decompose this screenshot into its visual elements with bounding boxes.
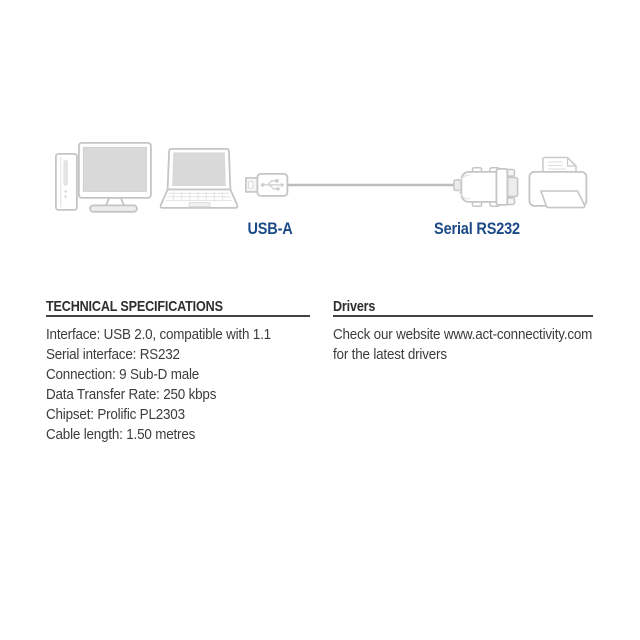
laptop-icon [161, 149, 238, 208]
technical-specifications-section [46, 298, 310, 445]
specs-heading: TECHNICAL SPECIFICATIONS [46, 298, 223, 315]
drivers-line-website: Check our website www.act-connectivity.com [333, 327, 593, 343]
usb-a-connector-icon [246, 174, 288, 196]
spec-line-serial-interface: Serial interface: RS232 [46, 347, 180, 363]
spec-line-chipset: Chipset: Prolific PL2303 [46, 407, 185, 423]
spec-line-data-transfer-rate: Data Transfer Rate: 250 kbps [46, 387, 217, 403]
drivers-text [333, 325, 593, 365]
drivers-heading-rule [333, 298, 593, 317]
connection-diagram [40, 130, 600, 220]
drivers-line-latest: for the latest drivers [333, 347, 447, 363]
usb-a-label: USB-A [247, 220, 293, 238]
specs-list [46, 325, 310, 445]
drivers-heading: Drivers [333, 298, 376, 315]
specs-heading-rule [46, 298, 310, 317]
drivers-section [333, 298, 593, 365]
desktop-pc-icon [56, 143, 151, 212]
spec-line-interface: Interface: USB 2.0, compatible with 1.1 [46, 327, 271, 343]
spec-line-connection: Connection: 9 Sub-D male [46, 367, 200, 383]
serial-rs232-label: Serial RS232 [434, 220, 520, 238]
printer-icon [529, 158, 586, 208]
spec-line-cable-length: Cable length: 1.50 metres [46, 427, 196, 443]
serial-rs232-adapter-icon [454, 168, 518, 207]
